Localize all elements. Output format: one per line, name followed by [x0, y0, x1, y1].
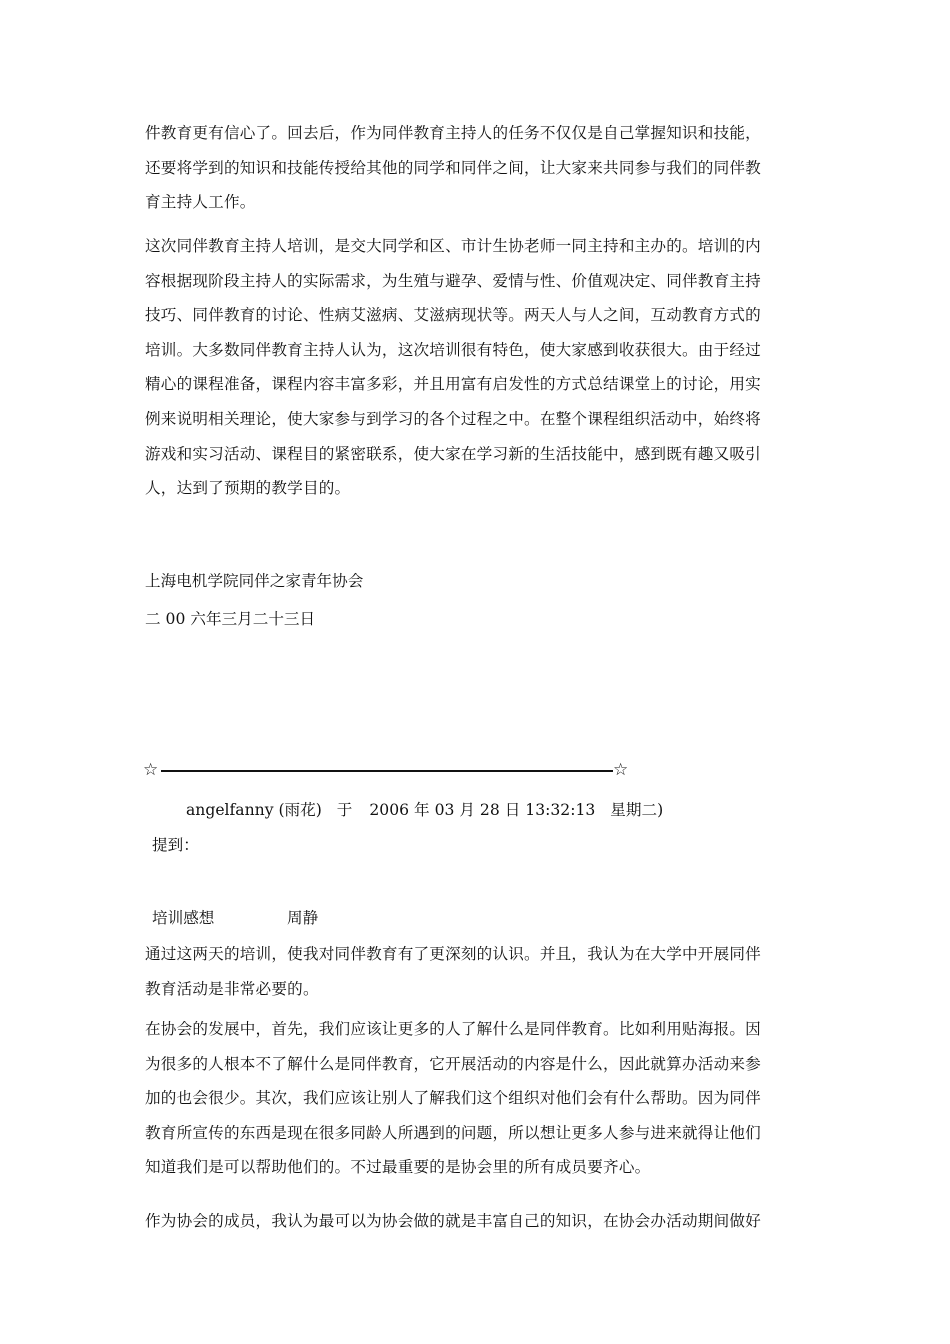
paragraph-member-role [145, 1204, 805, 1239]
text-line: 件教育更有信心了。回去后，作为同伴教育主持人的任务不仅仅是自己掌握知识和技能， [145, 124, 761, 142]
paragraph-training-summary [145, 229, 805, 506]
post-divider [143, 759, 633, 781]
text-line: 育主持人工作。 [145, 193, 256, 212]
text-line: 例来说明相关理论，使大家参与到学习的各个过程之中。在整个课程组织活动中，始终将 [145, 409, 761, 428]
text-line: 容根据现阶段主持人的实际需求，为生殖与避孕、爱情与性、价值观决定、同伴教育主持 [145, 271, 761, 290]
text-line: 通过这两天的培训，使我对同伴教育有了更深刻的认识。并且，我认为在大学中开展同伴 [145, 945, 761, 963]
text-line: 精心的课程准备，课程内容丰富多彩，并且用富有启发性的方式总结课堂上的讨论，用实 [145, 375, 761, 394]
text-line: 作为协会的成员，我认为最可以为协会做的就是丰富自己的知识，在协会办活动期间做好 [145, 1212, 761, 1230]
text-line: 还要将学到的知识和技能传授给其他的同学和同伴之间，让大家来共同参与我们的同伴教 [145, 158, 761, 177]
post-mention: 提到： [152, 836, 199, 854]
article-title: 培训感想 [152, 909, 215, 927]
text-line: 培训。大多数同伴教育主持人认为，这次培训很有特色，使大家感到收获很大。由于经过 [145, 340, 761, 359]
star-icon: ☆ [143, 760, 159, 780]
paragraph-intro-continuation [145, 116, 805, 220]
text-line: 教育活动是非常必要的。 [145, 979, 319, 998]
text-line: 为很多的人根本不了解什么是同伴教育，它开展活动的内容是什么，因此就算办活动来参 [145, 1054, 761, 1073]
text-line: 知道我们是可以帮助他们的。不过最重要的是协会里的所有成员要齐心。 [145, 1158, 651, 1177]
star-icon: ☆ [613, 760, 629, 780]
paragraph-reflection [145, 937, 805, 1006]
paragraph-association-development [145, 1012, 805, 1185]
text-line: 加的也会很少。其次，我们应该让别人了解我们这个组织对他们会有什么帮助。因为同伴 [145, 1089, 761, 1108]
divider-line [161, 770, 613, 772]
signature-date: 二 00 六年三月二十三日 [145, 610, 316, 628]
text-line: 技巧、同伴教育的讨论、性病艾滋病、艾滋病现状等。两天人与人之间，互动教育方式的 [145, 306, 761, 325]
text-line: 在协会的发展中，首先，我们应该让更多的人了解什么是同伴教育。比如利用贴海报。因 [145, 1020, 761, 1038]
text-line: 这次同伴教育主持人培训，是交大同学和区、市计生协老师一同主持和主办的。培训的内 [145, 237, 761, 255]
text-line: 人，达到了预期的教学目的。 [145, 479, 351, 498]
post-weekday: 星期二) [610, 801, 664, 819]
signature-organization: 上海电机学院同伴之家青年协会 [145, 572, 364, 590]
post-timestamp: 2006 年 03 月 28 日 13:32:13 [369, 801, 596, 819]
post-at: 于 [336, 801, 353, 819]
post-author: angelfanny (雨花) [186, 801, 322, 819]
post-meta [186, 800, 663, 820]
article-author: 周静 [287, 909, 319, 927]
text-line: 教育所宣传的东西是现在很多同龄人所遇到的问题，所以想让更多人参与进来就得让他们 [145, 1123, 761, 1142]
text-line: 游戏和实习活动、课程目的紧密联系，使大家在学习新的生活技能中，感到既有趣又吸引 [145, 444, 761, 463]
